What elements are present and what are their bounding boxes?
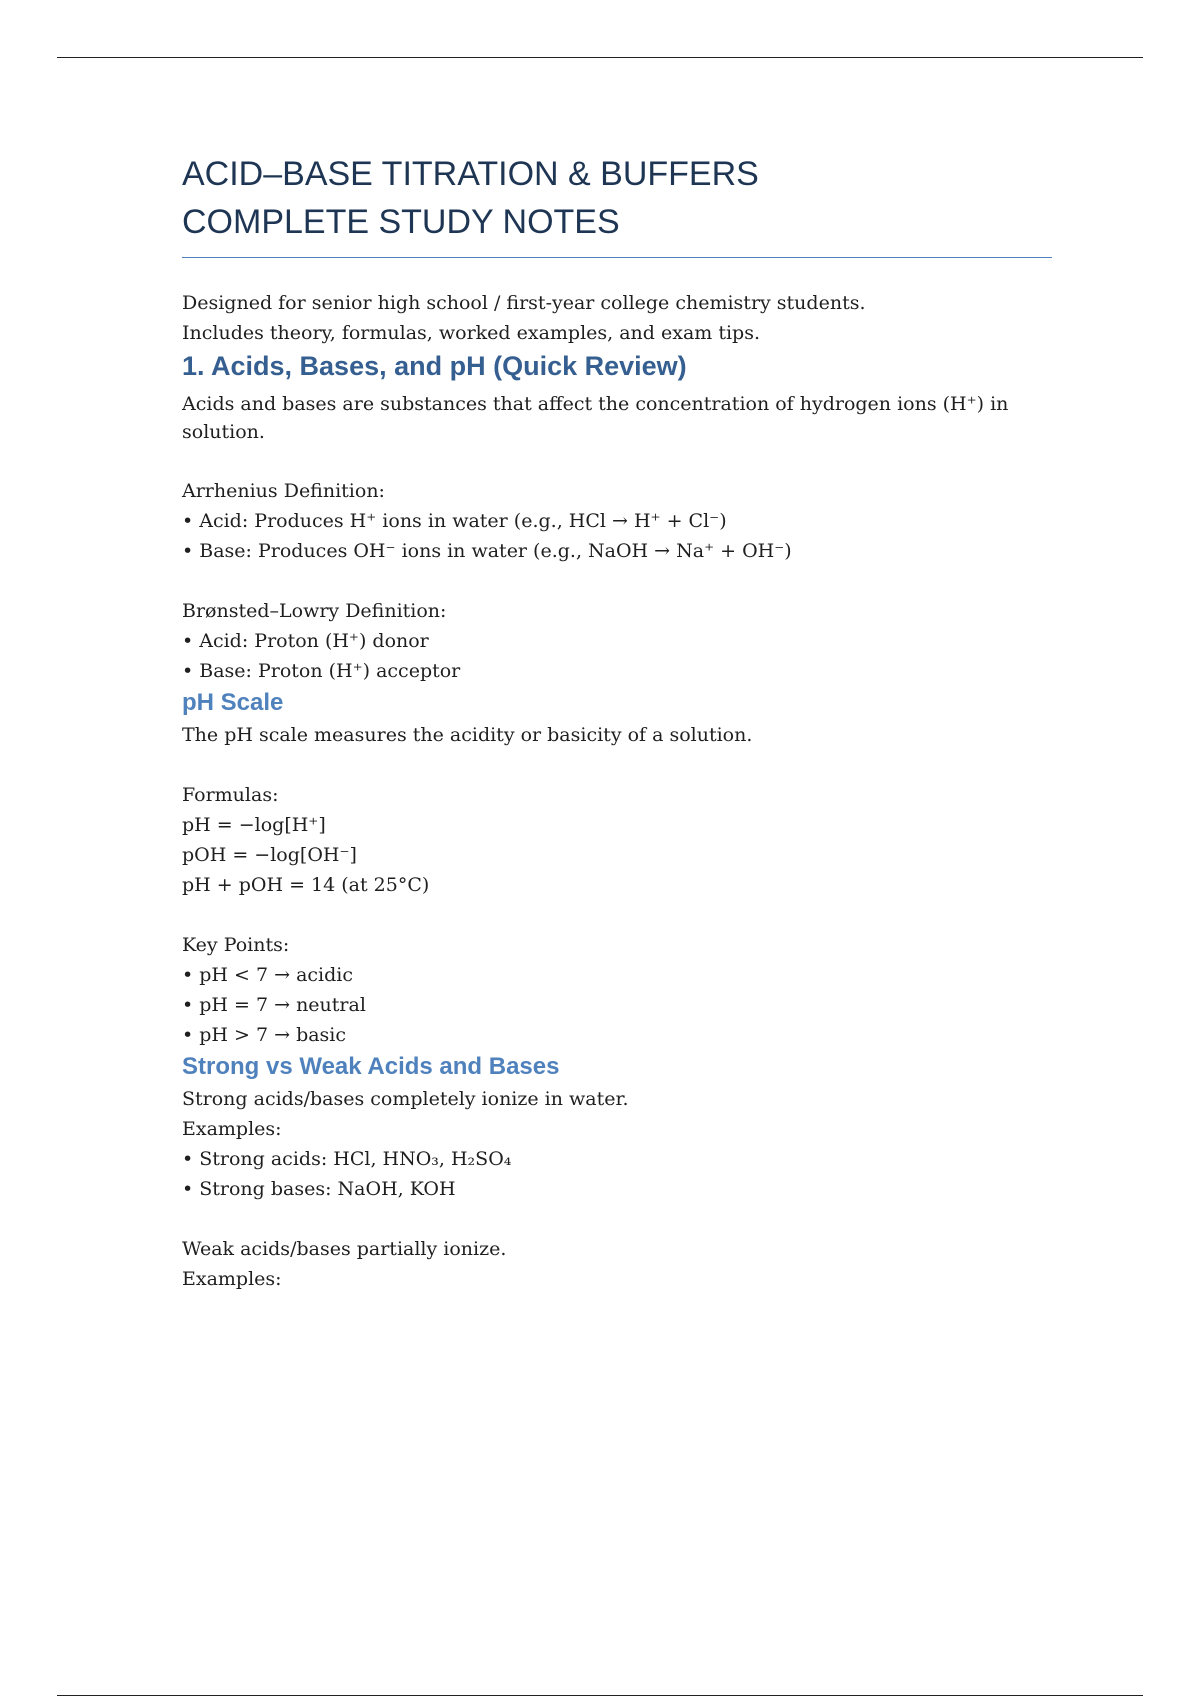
section-1-heading: 1. Acids, Bases, and pH (Quick Review) (182, 351, 687, 381)
arrhenius-label: Arrhenius Definition: (182, 480, 385, 502)
weak-examples-label: Examples: (182, 1268, 282, 1290)
key-point-neutral: • pH = 7 → neutral (182, 994, 366, 1016)
strong-examples-label: Examples: (182, 1118, 282, 1140)
page-bottom-rule (57, 1695, 1143, 1696)
title-line-2: COMPLETE STUDY NOTES (182, 203, 620, 241)
title-line-1: ACID–BASE TITRATION & BUFFERS (182, 155, 759, 193)
spacer (182, 750, 1052, 780)
strong-weak-heading: Strong vs Weak Acids and Bases (182, 1053, 560, 1080)
bronsted-acid-item: • Acid: Proton (H⁺) donor (182, 630, 429, 652)
spacer (182, 900, 1052, 930)
title-underline (182, 257, 1052, 258)
page-top-rule (57, 57, 1143, 58)
key-point-acidic: • pH < 7 → acidic (182, 964, 353, 986)
ph-scale-intro: The pH scale measures the acidity or basicity of a solution. (182, 724, 753, 746)
intro-line-1: Designed for senior high school / first-year college chemistry students. (182, 292, 866, 314)
weak-intro: Weak acids/bases partially ionize. (182, 1238, 507, 1260)
bronsted-label: Brønsted–Lowry Definition: (182, 600, 447, 622)
document-body (182, 150, 1052, 1294)
arrhenius-acid-item: • Acid: Produces H⁺ ions in water (e.g., HCl → H⁺ + Cl⁻) (182, 510, 727, 532)
formula-sum: pH + pOH = 14 (at 25°C) (182, 874, 430, 896)
document-title (182, 150, 1052, 246)
strong-bases-item: • Strong bases: NaOH, KOH (182, 1178, 456, 1200)
key-point-basic: • pH > 7 → basic (182, 1024, 347, 1046)
ph-scale-heading: pH Scale (182, 689, 284, 716)
bronsted-base-item: • Base: Proton (H⁺) acceptor (182, 660, 461, 682)
key-points-label: Key Points: (182, 934, 290, 956)
spacer (182, 1204, 1052, 1234)
intro-block (182, 288, 1052, 348)
intro-line-2: Includes theory, formulas, worked examples, and exam tips. (182, 322, 760, 344)
section-1-intro: Acids and bases are substances that affect the concentration of hydrogen ions (H⁺) in solution. (182, 393, 1009, 443)
spacer (182, 446, 1052, 476)
strong-acids-item: • Strong acids: HCl, HNO₃, H₂SO₄ (182, 1148, 512, 1170)
formulas-label: Formulas: (182, 784, 279, 806)
formula-poh: pOH = −log[OH⁻] (182, 844, 357, 866)
spacer (182, 566, 1052, 596)
strong-intro: Strong acids/bases completely ionize in water. (182, 1088, 629, 1110)
arrhenius-base-item: • Base: Produces OH⁻ ions in water (e.g., NaOH → Na⁺ + OH⁻) (182, 540, 792, 562)
formula-ph: pH = −log[H⁺] (182, 814, 326, 836)
